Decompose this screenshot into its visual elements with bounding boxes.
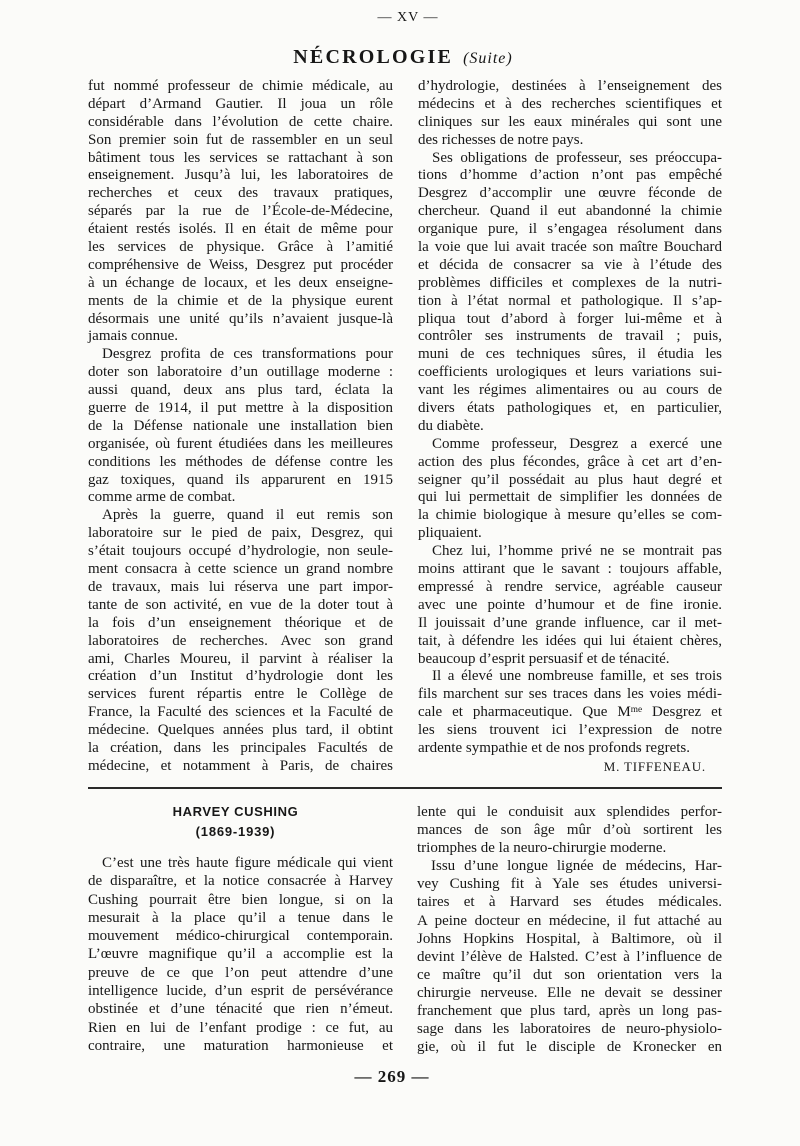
- text-line: Rien en lui de l’enfant prodige : ce fut, au: [88, 1019, 393, 1036]
- text-line: chirurgie nerveuse. Elle ne devait se dessiner: [417, 984, 722, 1001]
- text-line: recherches et ceux des travaux pratiques,: [88, 185, 393, 202]
- text-fragment: Desgrez et: [642, 704, 722, 721]
- section-title-suite: (Suite): [463, 50, 513, 67]
- text-line: organisée, où furent étudiées dans les meilleures: [88, 435, 393, 452]
- text-line: départ d’Armand Gautier. Il joua un rôle: [88, 95, 393, 112]
- text-line: Chez lui, l’homme privé ne se montrait pas: [432, 543, 722, 560]
- text-line: comme arme de combat.: [88, 489, 236, 506]
- text-line: s’était toujours occupé d’hydrologie, non seule-: [88, 543, 393, 560]
- text-line: Il a élevé une nombreuse famille, et ses trois: [432, 668, 722, 685]
- text-line: guerre de 1914, il put mettre à la disposition: [88, 400, 393, 417]
- text-line: ment consacra à cette science un grand nombre: [88, 561, 393, 578]
- text-line: contraire, une maturation harmonieuse et: [88, 1037, 393, 1054]
- text-line: triomphes de la neuro-chirurgie moderne.: [417, 840, 667, 857]
- text-line: qui lui permettait de simplifier les données de: [418, 489, 722, 506]
- section-title: [0, 44, 800, 70]
- text-line: obstinée et d’une ténacité que rien n’émeut.: [88, 1001, 393, 1018]
- text-line: médecine, et notamment à Paris, de chaires: [88, 757, 393, 774]
- text-line: preuve de ce que l’on peut attendre d’une: [88, 964, 393, 981]
- text-line: les services de physique. Grâce à l’amitié: [88, 239, 393, 256]
- text-line: ardente sympathie et de nos profonds regrets.: [418, 739, 690, 756]
- running-folio: — XV —: [377, 10, 439, 25]
- text-line: problèmes difficiles et complexes de la nutri-: [418, 274, 722, 291]
- text-line: création d’un Institut d’hydrologie dont les: [88, 668, 393, 685]
- text-line: cliniques sur les eaux minérales qui sont une: [418, 113, 722, 130]
- text-line: la chimie biologique à mesure qu’elles se com-: [418, 507, 722, 524]
- text-line: beaucoup d’esprit persuasif et de ténacité.: [418, 650, 670, 667]
- text-line: mesurait à la place qu’il a tenue dans le: [88, 909, 393, 926]
- upper-right-column: [418, 78, 722, 758]
- text-line: intelligence lucide, d’un esprit de persévérance: [88, 983, 393, 1000]
- text-line: gie, où il fut le disciple de Kronecker en: [417, 1039, 722, 1056]
- text-line: pliqua tout d’abord à forger lui-même et à: [418, 310, 722, 327]
- text-line: tions d’homme d’action n’ont pas empêché: [418, 167, 722, 184]
- text-line: gaz toxiques, quand ils apparurent en 1915: [88, 471, 393, 488]
- page-number: — 269 —: [354, 1067, 430, 1086]
- paragraph: [418, 78, 722, 150]
- text-line: les siens trouvent ici l’expression de notre: [418, 722, 722, 739]
- paragraph: [88, 346, 393, 507]
- text-line: avec une pointe d’humour et de fine ironie.: [418, 596, 722, 613]
- text-line: L’œuvre magnifique qu’il a accomplie est la: [88, 946, 393, 963]
- text-line: moins attirant que le savant : toujours affable,: [418, 561, 722, 578]
- text-line: des richesses de notre pays.: [418, 131, 584, 148]
- text-line: fut nommé professeur de chimie médicale, au: [88, 78, 393, 94]
- text-line: taires et à Harvard ses études médicales.: [417, 894, 722, 911]
- author-signature: M. TIFFENEAU.: [603, 759, 706, 774]
- text-line: organique pure, il s’engagea résolument dans: [418, 221, 722, 238]
- text-line: mouvement médico-chirurgical contemporain.: [88, 928, 393, 945]
- text-line: divers états pathologiques et, en particulier,: [418, 400, 722, 417]
- text-line: de disparaître, et la notice consacrée à Harvey: [88, 873, 393, 890]
- text-line: Après la guerre, quand il eut remis son: [102, 507, 393, 524]
- text-line: séparés par la rue de l’École-de-Médecine,: [88, 203, 393, 220]
- text-line: Johns Hopkins Hospital, à Baltimore, où il: [417, 930, 722, 947]
- text-line: désormais une unité qu’ils n’avaient jusque-là: [88, 310, 393, 327]
- text-line: ce maître qu’il dut son orientation vers la: [417, 966, 722, 983]
- text-line: ami, Charles Moureu, il parvint à réaliser la: [88, 650, 393, 667]
- text-line: tante de son activité, en vue de la doter tout à: [88, 596, 393, 613]
- text-line: devint l’élève de Halsted. C’est à l’influence de: [417, 948, 722, 965]
- text-line: laboratoire sur le pied de paix, Desgrez, qui: [88, 525, 393, 542]
- text-line: de la Défense nationale une installation bien: [88, 417, 393, 434]
- text-line: mances de son âge mûr d’où sortirent les: [417, 822, 722, 839]
- text-line: doter son laboratoire d’un outillage moderne :: [88, 364, 393, 381]
- text-line: médecins et à des recherches scientifiques et: [418, 95, 722, 112]
- text-line: [418, 704, 722, 722]
- text-line: d’hydrologie, destinées à l’enseignement des: [418, 78, 722, 94]
- lower-left-column: [88, 854, 393, 1055]
- paragraph: [417, 803, 722, 857]
- paragraph: [417, 857, 722, 1056]
- text-line: coefficients urologiques et leurs variations sui-: [418, 364, 722, 381]
- paragraph: [88, 854, 393, 1055]
- text-line: du diabète.: [418, 417, 484, 434]
- text-line: bâtiment tous les services se rattachant à son: [88, 149, 393, 166]
- paragraph: [418, 668, 722, 757]
- text-line: chercheur. Quand il eut abandonné la chimie: [418, 203, 722, 220]
- text-line: enseignement. Jusqu’à lui, les laboratoires de: [88, 167, 393, 184]
- text-line: de travaux, mais lui réserva une part impor-: [88, 578, 393, 595]
- text-line: et décida de consacrer sa vie à l’étude des: [418, 256, 722, 273]
- text-line: à un échange de locaux, et les deux enseigne-: [88, 274, 393, 291]
- paragraph: [88, 507, 393, 775]
- paragraph: [418, 543, 722, 668]
- text-line: Il jouissait d’une grande influence, car il met-: [418, 614, 722, 631]
- text-line: aussi quand, deux ans plus tard, éclata la: [88, 382, 393, 399]
- text-line: empressé à rendre service, agréable causeur: [418, 578, 722, 595]
- obituary-dates: (1869-1939): [195, 824, 276, 839]
- lower-right-column: [417, 803, 722, 1056]
- text-line: France, la Faculté des sciences et la Faculté de: [88, 704, 393, 721]
- text-line: conditions les méthodes de défense contre les: [88, 453, 393, 470]
- text-line: tion à l’état normal et pathologique. Il s’ap-: [418, 292, 722, 309]
- superscript-abbreviation: me: [630, 704, 643, 715]
- paragraph: [418, 436, 722, 543]
- text-line: Son premier soin fut de rassembler en un seul: [88, 131, 393, 148]
- text-line: lente qui le conduisit aux splendides perfor-: [417, 804, 722, 820]
- text-line: vant les régimes alimentaires ou au cours de: [418, 382, 722, 399]
- text-line: sage dans les laboratoires de neuro-physiolo-: [417, 1021, 722, 1038]
- text-line: action des plus fécondes, grâce à cet art d’en-: [418, 453, 722, 470]
- text-fragment: cale et pharmaceutique. Que M: [418, 704, 631, 721]
- text-line: Ses obligations de professeur, ses préoccupa-: [432, 149, 722, 166]
- text-line: Issu d’une longue lignée de médecins, Har-: [431, 858, 722, 875]
- text-line: seigner qu’il possédait au plus haut degré et: [418, 471, 722, 488]
- text-line: la voie que lui avait tracée son maître Bouchard: [418, 239, 722, 256]
- text-line: fils marchent sur ses traces dans les voies médi-: [418, 686, 722, 703]
- obituary-heading: HARVEY CUSHING: [172, 804, 299, 819]
- section-divider: [88, 787, 722, 789]
- section-title-main: NÉCROLOGIE: [293, 46, 454, 68]
- text-line: pliquaient.: [418, 525, 482, 542]
- text-line: services furent répartis entre le Collège de: [88, 686, 393, 703]
- text-line: laboratoires de recherches. Avec son grand: [88, 632, 393, 649]
- text-line: Comme professeur, Desgrez a exercé une: [432, 435, 722, 452]
- paragraph: [418, 150, 722, 436]
- text-line: jamais connue.: [88, 328, 178, 345]
- paragraph: [88, 78, 393, 346]
- text-line: la création, dans les principales Facultés de: [88, 739, 393, 756]
- text-line: considérable dans l’évolution de cette chaire.: [88, 113, 393, 130]
- text-line: A peine docteur en médecine, il fut attaché au: [417, 912, 722, 929]
- text-line: muni de ces techniques sûres, il étudia les: [418, 346, 722, 363]
- text-line: franchement que plus tard, après un long pas-: [417, 1003, 722, 1020]
- text-line: la fois d’un enseignement théorique et de: [88, 614, 393, 631]
- text-line: compréhensive de Weiss, Desgrez put procéder: [88, 256, 393, 273]
- text-line: Cushing pourrait être bien longue, si on la: [88, 891, 393, 908]
- text-line: médecine. Quelques années plus tard, il obtint: [88, 722, 393, 739]
- text-line: Desgrez d’accomplir une œuvre féconde de: [418, 185, 722, 202]
- text-line: contrôler ses instruments de travail ; puis,: [418, 328, 722, 345]
- text-line: ments de la chimie et de la physique eurent: [88, 292, 393, 309]
- text-line: tait, à défendre les idées qui lui étaient chères,: [418, 632, 722, 649]
- text-line: Desgrez profita de ces transformations pour: [102, 346, 393, 363]
- text-line: C’est une très haute figure médicale qui vient: [102, 855, 393, 871]
- text-line: vey Cushing fit à Yale ses études universi-: [417, 876, 722, 893]
- text-line: étaient restés isolés. Il en était de même pour: [88, 221, 393, 238]
- upper-left-column: [88, 78, 393, 776]
